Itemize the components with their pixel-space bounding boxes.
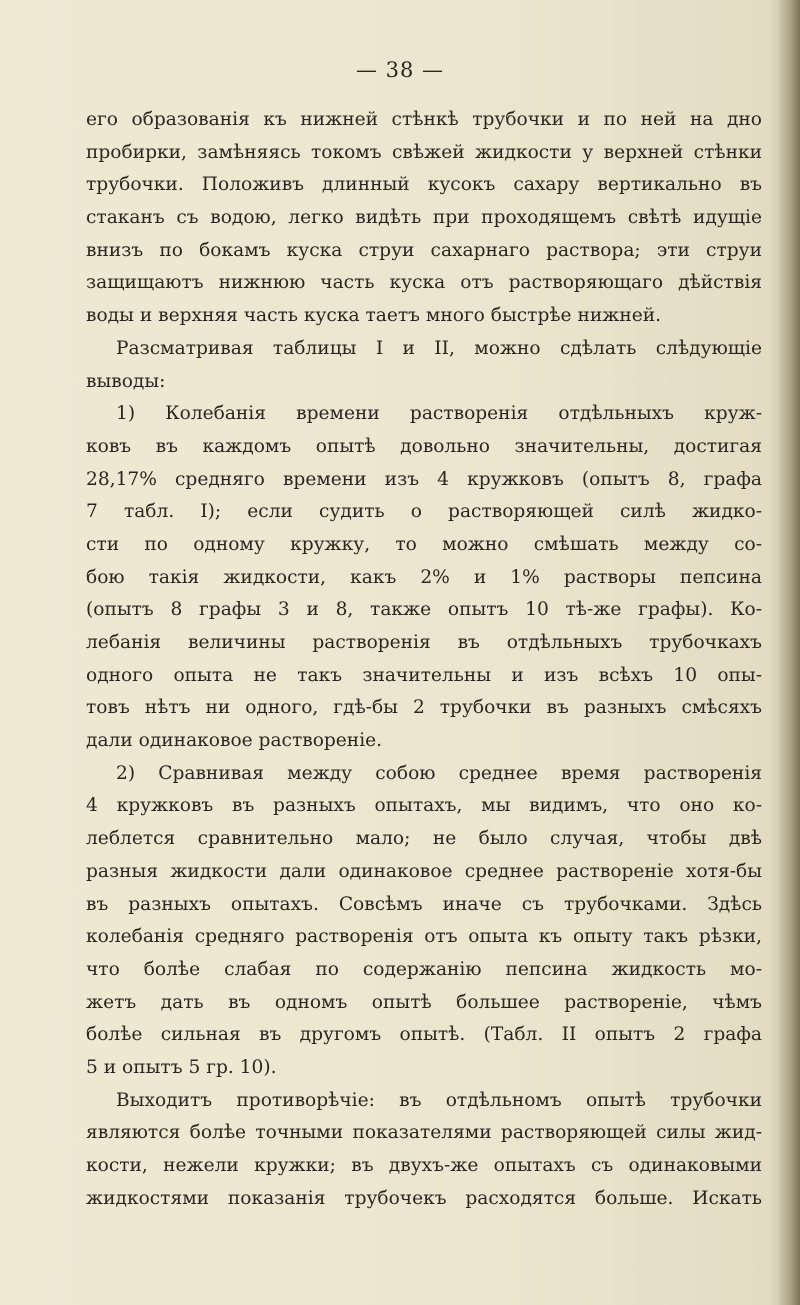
text-line: колебанія средняго растворенія отъ опыта къ опыту такъ рѣзки, (86, 926, 762, 948)
text-line: что болѣе слабая по содержанію пепсина жидкость мо- (86, 958, 762, 980)
text-line: въ разныхъ опытахъ. Совсѣмъ иначе съ трубочками. Здѣсь (86, 893, 762, 915)
text-line: (опытъ 8 графы 3 и 8, также опытъ 10 тѣ-же графы). Ко- (86, 599, 762, 621)
text-line: 4 кружковъ въ разныхъ опытахъ, мы видимъ, что оно ко- (86, 795, 762, 817)
text-line: леблется сравнительно мало; не было случая, чтобы двѣ (86, 828, 762, 850)
text-line: Разсматривая таблицы I и II, можно сдѣлать слѣдующіе (116, 337, 762, 359)
text-line: Выходитъ противорѣчіе: въ отдѣльномъ опытѣ трубочки (116, 1089, 762, 1111)
text-line: жетъ дать въ одномъ опытѣ большее раствореніе, чѣмъ (86, 991, 762, 1013)
text-line: дали одинаковое раствореніе. (86, 730, 383, 752)
page-number: — 38 — (355, 58, 445, 82)
text-line: 2) Сравнивая между собою среднее время растворенія (116, 762, 762, 784)
text-line: болѣе сильная въ другомъ опытѣ. (Табл. II опытъ 2 графа (86, 1024, 762, 1046)
text-line: кости, нежели кружки; въ двухъ-же опытахъ съ одинаковыми (86, 1155, 762, 1176)
text-line: 1) Колебанія времени растворенія отдѣльныхъ круж- (116, 403, 762, 425)
text-line: бою такія жидкости, какъ 2% и 1% растворы пепсина (86, 566, 762, 588)
text-line: защищаютъ нижнюю часть куска отъ растворяющаго дѣйствія (86, 272, 762, 294)
text-line: товъ нѣтъ ни одного, гдѣ-бы 2 трубочки въ разныхъ смѣсяхъ (86, 697, 762, 719)
text-line: являются болѣе точными показателями растворяющей силы жид- (86, 1122, 762, 1144)
text-line: 28,17% средняго времени изъ 4 кружковъ (опытъ 8, графа (86, 468, 762, 490)
text-line: жидкостями показанія трубочекъ расходятся больше. Искать (86, 1187, 762, 1209)
text-line: ковъ въ каждомъ опытѣ довольно значительны, достигая (86, 435, 762, 457)
text-line: воды и верхняя часть куска таетъ много быстрѣе нижней. (86, 305, 662, 327)
text-line: разныя жидкости дали одинаковое среднее раствореніе хотя-бы (86, 860, 762, 882)
text-line: 7 табл. I); если судить о растворяющей силѣ жидко- (86, 501, 762, 523)
text-line: стаканъ съ водою, легко видѣть при проходящемъ свѣтѣ идущіе (86, 207, 762, 229)
text-line: трубочки. Положивъ длинный кусокъ сахару вертикально въ (86, 174, 762, 196)
body-text (86, 104, 762, 1215)
text-line: пробирки, замѣняясь токомъ свѣжей жидкости у верхней стѣнки (86, 141, 762, 163)
text-line: лебанія величины растворенія въ отдѣльныхъ трубочкахъ (86, 632, 762, 653)
text-line: внизъ по бокамъ куска струи сахарнаго раствора; эти струи (86, 239, 762, 261)
text-line: сти по одному кружку, то можно смѣшать между со- (86, 533, 762, 555)
text-line: одного опыта не такъ значительны и изъ всѣхъ 10 опы- (86, 664, 762, 686)
page-edge-shadow (778, 0, 800, 1305)
text-line: выводы: (86, 370, 166, 392)
text-line: его образованія къ нижней стѣнкѣ трубочки и по ней на дно (86, 109, 762, 130)
text-line: 5 и опытъ 5 гр. 10). (86, 1056, 277, 1078)
